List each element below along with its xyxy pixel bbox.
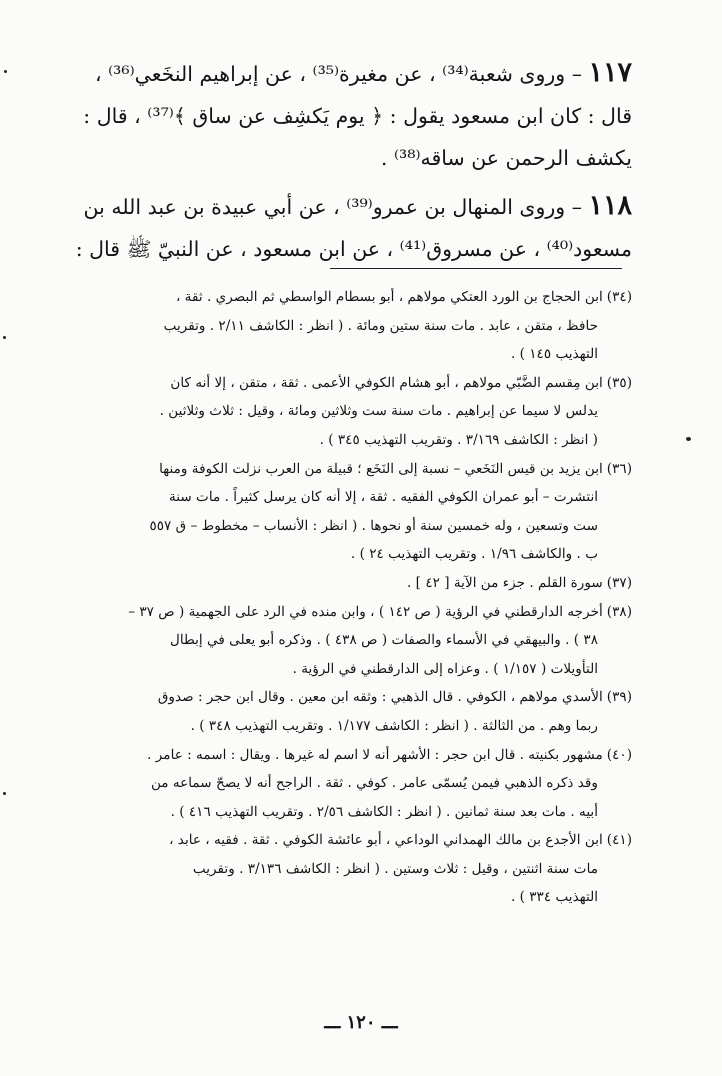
paragraph-number: ١١٧ — [588, 57, 632, 88]
footnote-40 — [40, 741, 632, 827]
scan-speck — [4, 70, 7, 73]
footnote-label: (٣٦) — [606, 460, 632, 477]
footnote-line: يدلس لا سيما عن إبراهيم . مات سنة ست وثلاثين ومائة ، وقيل : ثلاث وثلاثين . — [159, 403, 598, 420]
footnote-34 — [40, 283, 632, 369]
text-line: قال : كان ابن مسعود يقول : ﴿ يوم يَكشِف عن ساق ﴾⁽³⁷⁾ ، قال : — [83, 104, 632, 128]
footnote-line: ابن يزيد بن قيس النَخَعي – نسبة إلى النَخَع ؛ قبيلة من العرب نزلت الكوفة ومنها — [159, 460, 603, 477]
footnote-line: حافظ ، متقن ، عابد . مات سنة ستين ومائة . ( انظر : الكاشف ٢/١١ . وتقريب — [163, 317, 598, 334]
footnote-line: انتشرت – أبو عمران الكوفي الفقيه . ثقة ، إلا أنه كان يرسل كثيراً . مات سنة — [168, 489, 598, 506]
footnote-line: أخرجه الدارقطني في الرؤية ( ص ١٤٢ ) ، وابن منده في الرد على الجهمية ( ص ٣٧ – — [128, 603, 603, 620]
footnote-separator — [330, 268, 622, 269]
footnote-line: ابن مِقسم الضَّبّي مولاهم ، أبو هشام الكوفي الأعمى . ثقة ، متقن ، إلا أنه كان — [170, 374, 603, 391]
footnote-line: سورة القلم . جزء من الآية [ ٤٢ ] . — [407, 574, 603, 591]
footnote-label: (٣٤) — [606, 289, 632, 305]
footnote-line: التهذيب ١٤٥ ) . — [510, 346, 598, 363]
footnote-line: الأسدي مولاهم ، الكوفي . قال الذهبي : وثقه ابن معين . وقال ابن حجر : صدوق — [157, 689, 603, 706]
footnote-line: ابن الأجدع بن مالك الهمداني الوداعي ، أبو عائشة الكوفي . ثقة . فقيه ، عابد ، — [169, 832, 603, 849]
page-number: ـــ ١٢٠ ـــ — [324, 1012, 398, 1033]
footnote-label: (٣٨) — [606, 603, 632, 620]
footnote-label: (٣٥) — [606, 374, 632, 391]
footnote-line: مات سنة اثنتين ، وقيل : ثلاث وستين . ( انظر : الكاشف ٣/١٣٦ . وتقريب — [192, 860, 598, 877]
text-line: مسعود⁽⁴⁰⁾ ، عن مسروق⁽⁴¹⁾ ، عن ابن مسعود ، عن النبيّ ﷺ قال : — [75, 237, 632, 261]
scan-speck — [3, 792, 6, 795]
footnote-label: (٣٧) — [606, 574, 632, 591]
footnote-label: (٤٠) — [606, 746, 632, 763]
footnote-37 — [40, 569, 632, 598]
main-text — [40, 52, 632, 276]
footnote-line: وقد ذكره الذهبي فيمن يُسمّى عامر . كوفي . ثقة . الراجح أنه لا يصحّ سماعه من — [150, 775, 598, 792]
text-line: – وروى شعبة⁽³⁴⁾ ، عن مغيرة⁽³⁵⁾ ، عن إبراهيم النخَعي⁽³⁶⁾ ، — [94, 62, 582, 86]
footnote-41 — [40, 826, 632, 912]
footnote-38 — [40, 598, 632, 684]
footnote-39 — [40, 683, 632, 740]
text-line: – وروى المنهال بن عمرو⁽³⁹⁾ ، عن أبي عبيدة بن عبد الله بن — [83, 195, 582, 219]
footnote-line: ب . والكاشف ١/٩٦ . وتقريب التهذيب ٢٤ ) . — [350, 546, 598, 563]
footnote-35 — [40, 369, 632, 455]
footnote-line: ست وتسعين ، وله خمسين سنة أو نحوها . ( انظر : الأنساب – مخطوط – ق ٥٥٧ — [149, 517, 598, 534]
footnote-line: ( انظر : الكاشف ٣/١٦٩ . وتقريب التهذيب ٣٤٥ ) . — [319, 431, 598, 448]
footnote-line: ربما وهم . من الثالثة . ( انظر : الكاشف ١/١٧٧ . وتقريب التهذيب ٣٤٨ ) . — [190, 717, 598, 734]
footnote-line: التأويلات ( ١/١٥٧ ) . وعزاه إلى الدارقطني في الرؤية . — [292, 660, 598, 677]
footnote-line: ابن الحجاج بن الورد العتكي مولاهم ، أبو بسطام الواسطي ثم البصري . ثقة ، — [175, 289, 603, 305]
scan-speck — [3, 336, 6, 339]
footnote-line: مشهور بكنيته . قال ابن حجر : الأشهر أنه لا اسم له غيرها . ويقال : اسمه : عامر . — [147, 746, 603, 763]
footnotes — [40, 283, 632, 912]
footnote-36 — [40, 455, 632, 569]
text-line: يكشف الرحمن عن ساقه⁽³⁸⁾ . — [380, 146, 632, 170]
paragraph-number: ١١٨ — [588, 190, 632, 221]
paragraph-118 — [40, 185, 632, 270]
footnote-line: التهذيب ٣٣٤ ) . — [510, 889, 598, 906]
paragraph-117 — [40, 52, 632, 179]
footnote-line: أبيه . مات بعد سنة ثمانين . ( انظر : الكاشف ٢/٥٦ . وتقريب التهذيب ٤١٦ ) . — [170, 803, 598, 820]
footnote-label: (٤١) — [606, 832, 632, 849]
scan-speck — [686, 437, 691, 441]
footnote-line: ٣٨ ) . والبيهقي في الأسماء والصفات ( ص ٤٣٨ ) . وذكره أبو يعلى في إبطال — [169, 632, 598, 649]
footnote-label: (٣٩) — [606, 689, 632, 706]
